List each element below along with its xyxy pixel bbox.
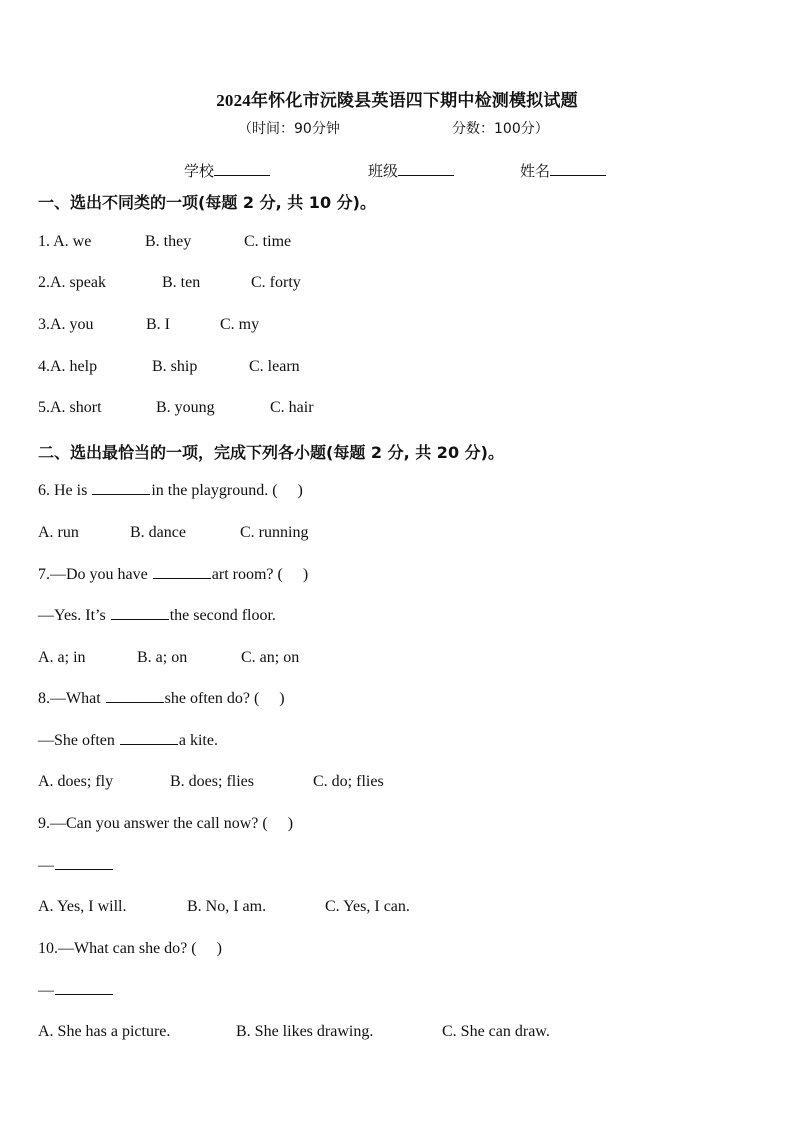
q3-option-c: C. my [220, 316, 260, 333]
q9-option-c: C. Yes, I can. [325, 898, 410, 915]
q7-answer-blank[interactable] [111, 607, 169, 620]
q5-option-c: C. hair [270, 399, 314, 416]
q8-stem-start: 8.—What [38, 690, 101, 707]
q8-paren-close: ) [279, 690, 285, 707]
question-3 [38, 316, 94, 334]
q9-option-a: A. Yes, I will. [38, 898, 127, 915]
class-field [368, 160, 454, 181]
q1-option-b: B. they [145, 233, 192, 250]
q3-option-b: B. I [146, 316, 170, 333]
q4-option-a: 4.A. help [38, 358, 98, 375]
q7-answer-line [38, 607, 276, 625]
q9-option-b: B. No, I am. [187, 898, 267, 915]
q7-option-a: A. a; in [38, 649, 86, 666]
q8-option-c: C. do; flies [313, 773, 384, 790]
q6-option-a: A. run [38, 524, 79, 541]
q1-option-c: C. time [244, 233, 292, 250]
time-label: （时间：90分钟 [238, 121, 340, 137]
q10-option-b: B. She likes drawing. [236, 1023, 374, 1040]
q8-option-b: B. does; flies [170, 773, 254, 790]
q10-option-a: A. She has a picture. [38, 1023, 171, 1040]
school-field [184, 160, 270, 181]
school-blank[interactable] [214, 161, 270, 176]
q10-option-c: C. She can draw. [442, 1023, 550, 1040]
name-label: 姓名 [520, 162, 551, 180]
section1-heading: 一、选出不同类的一项(每题 2 分, 共 10 分)。 [38, 193, 376, 212]
q6-stem-end: in the playground. ( [151, 482, 278, 499]
q7-paren-close: ) [302, 566, 309, 583]
name-blank[interactable] [550, 161, 606, 176]
q10-answer-blank[interactable] [55, 982, 113, 995]
q7-answer-start: —Yes. It’s [38, 607, 106, 624]
q4-option-b: B. ship [152, 358, 198, 375]
q2-option-a: 2.A. speak [38, 274, 106, 291]
score-label: 分数：100分） [452, 121, 549, 137]
q2-option-b: B. ten [162, 274, 201, 291]
q10-paren-close: ) [216, 940, 222, 957]
q6-option-c: C. running [240, 524, 309, 541]
q6-option-b: B. dance [130, 524, 186, 541]
question-4 [38, 358, 97, 376]
q7-blank[interactable] [153, 566, 211, 579]
question-2 [38, 274, 106, 292]
question-5 [38, 399, 102, 417]
q9-answer-line [38, 857, 114, 875]
q8-answer-blank[interactable] [120, 732, 178, 745]
q7-option-b: B. a; on [137, 649, 188, 666]
class-label: 班级 [368, 162, 399, 180]
q9-paren-close: ) [287, 815, 294, 832]
question-8 [38, 690, 285, 708]
q6-stem-start: 6. He is [38, 482, 88, 499]
q6-blank[interactable] [92, 482, 150, 495]
question-7 [38, 566, 308, 584]
q1-option-a: 1. A. we [38, 233, 92, 250]
q8-option-a: A. does; fly [38, 773, 114, 790]
q10-stem: 10.—What can she do? ( [38, 940, 197, 957]
school-label: 学校 [184, 162, 215, 180]
question-1 [38, 233, 91, 251]
q9-answer-dash: — [38, 857, 54, 874]
q2-option-c: C. forty [251, 274, 301, 291]
q9-stem: 9.—Can you answer the call now? ( [38, 815, 268, 832]
q5-option-a: 5.A. short [38, 399, 102, 416]
q8-answer-line [38, 732, 218, 750]
page-title: 2024年怀化市沅陵县英语四下期中检测模拟试题 [216, 91, 578, 110]
q8-blank[interactable] [106, 690, 164, 703]
q5-option-b: B. young [156, 399, 215, 416]
q9-answer-blank[interactable] [55, 857, 113, 870]
q3-option-a: 3.A. you [38, 316, 94, 333]
q7-option-c: C. an; on [241, 649, 300, 666]
class-blank[interactable] [398, 161, 454, 176]
q10-answer-line [38, 982, 114, 1000]
question-6 [38, 482, 303, 500]
q4-option-c: C. learn [249, 358, 300, 375]
question-10 [38, 940, 222, 958]
q8-stem-end: she often do? ( [164, 690, 260, 707]
name-field [520, 160, 606, 181]
section2-heading: 二、选出最恰当的一项，完成下列各小题(每题 2 分, 共 20 分)。 [38, 443, 504, 462]
q10-answer-dash: — [38, 982, 54, 999]
q6-paren-close: ) [297, 482, 303, 499]
q7-stem-start: 7.—Do you have [38, 566, 148, 583]
question-9 [38, 815, 293, 833]
q8-answer-end: a kite. [178, 732, 218, 749]
q7-answer-end: the second floor. [169, 607, 276, 624]
q7-stem-end: art room? ( [211, 566, 283, 583]
q8-answer-start: —She often [38, 732, 115, 749]
